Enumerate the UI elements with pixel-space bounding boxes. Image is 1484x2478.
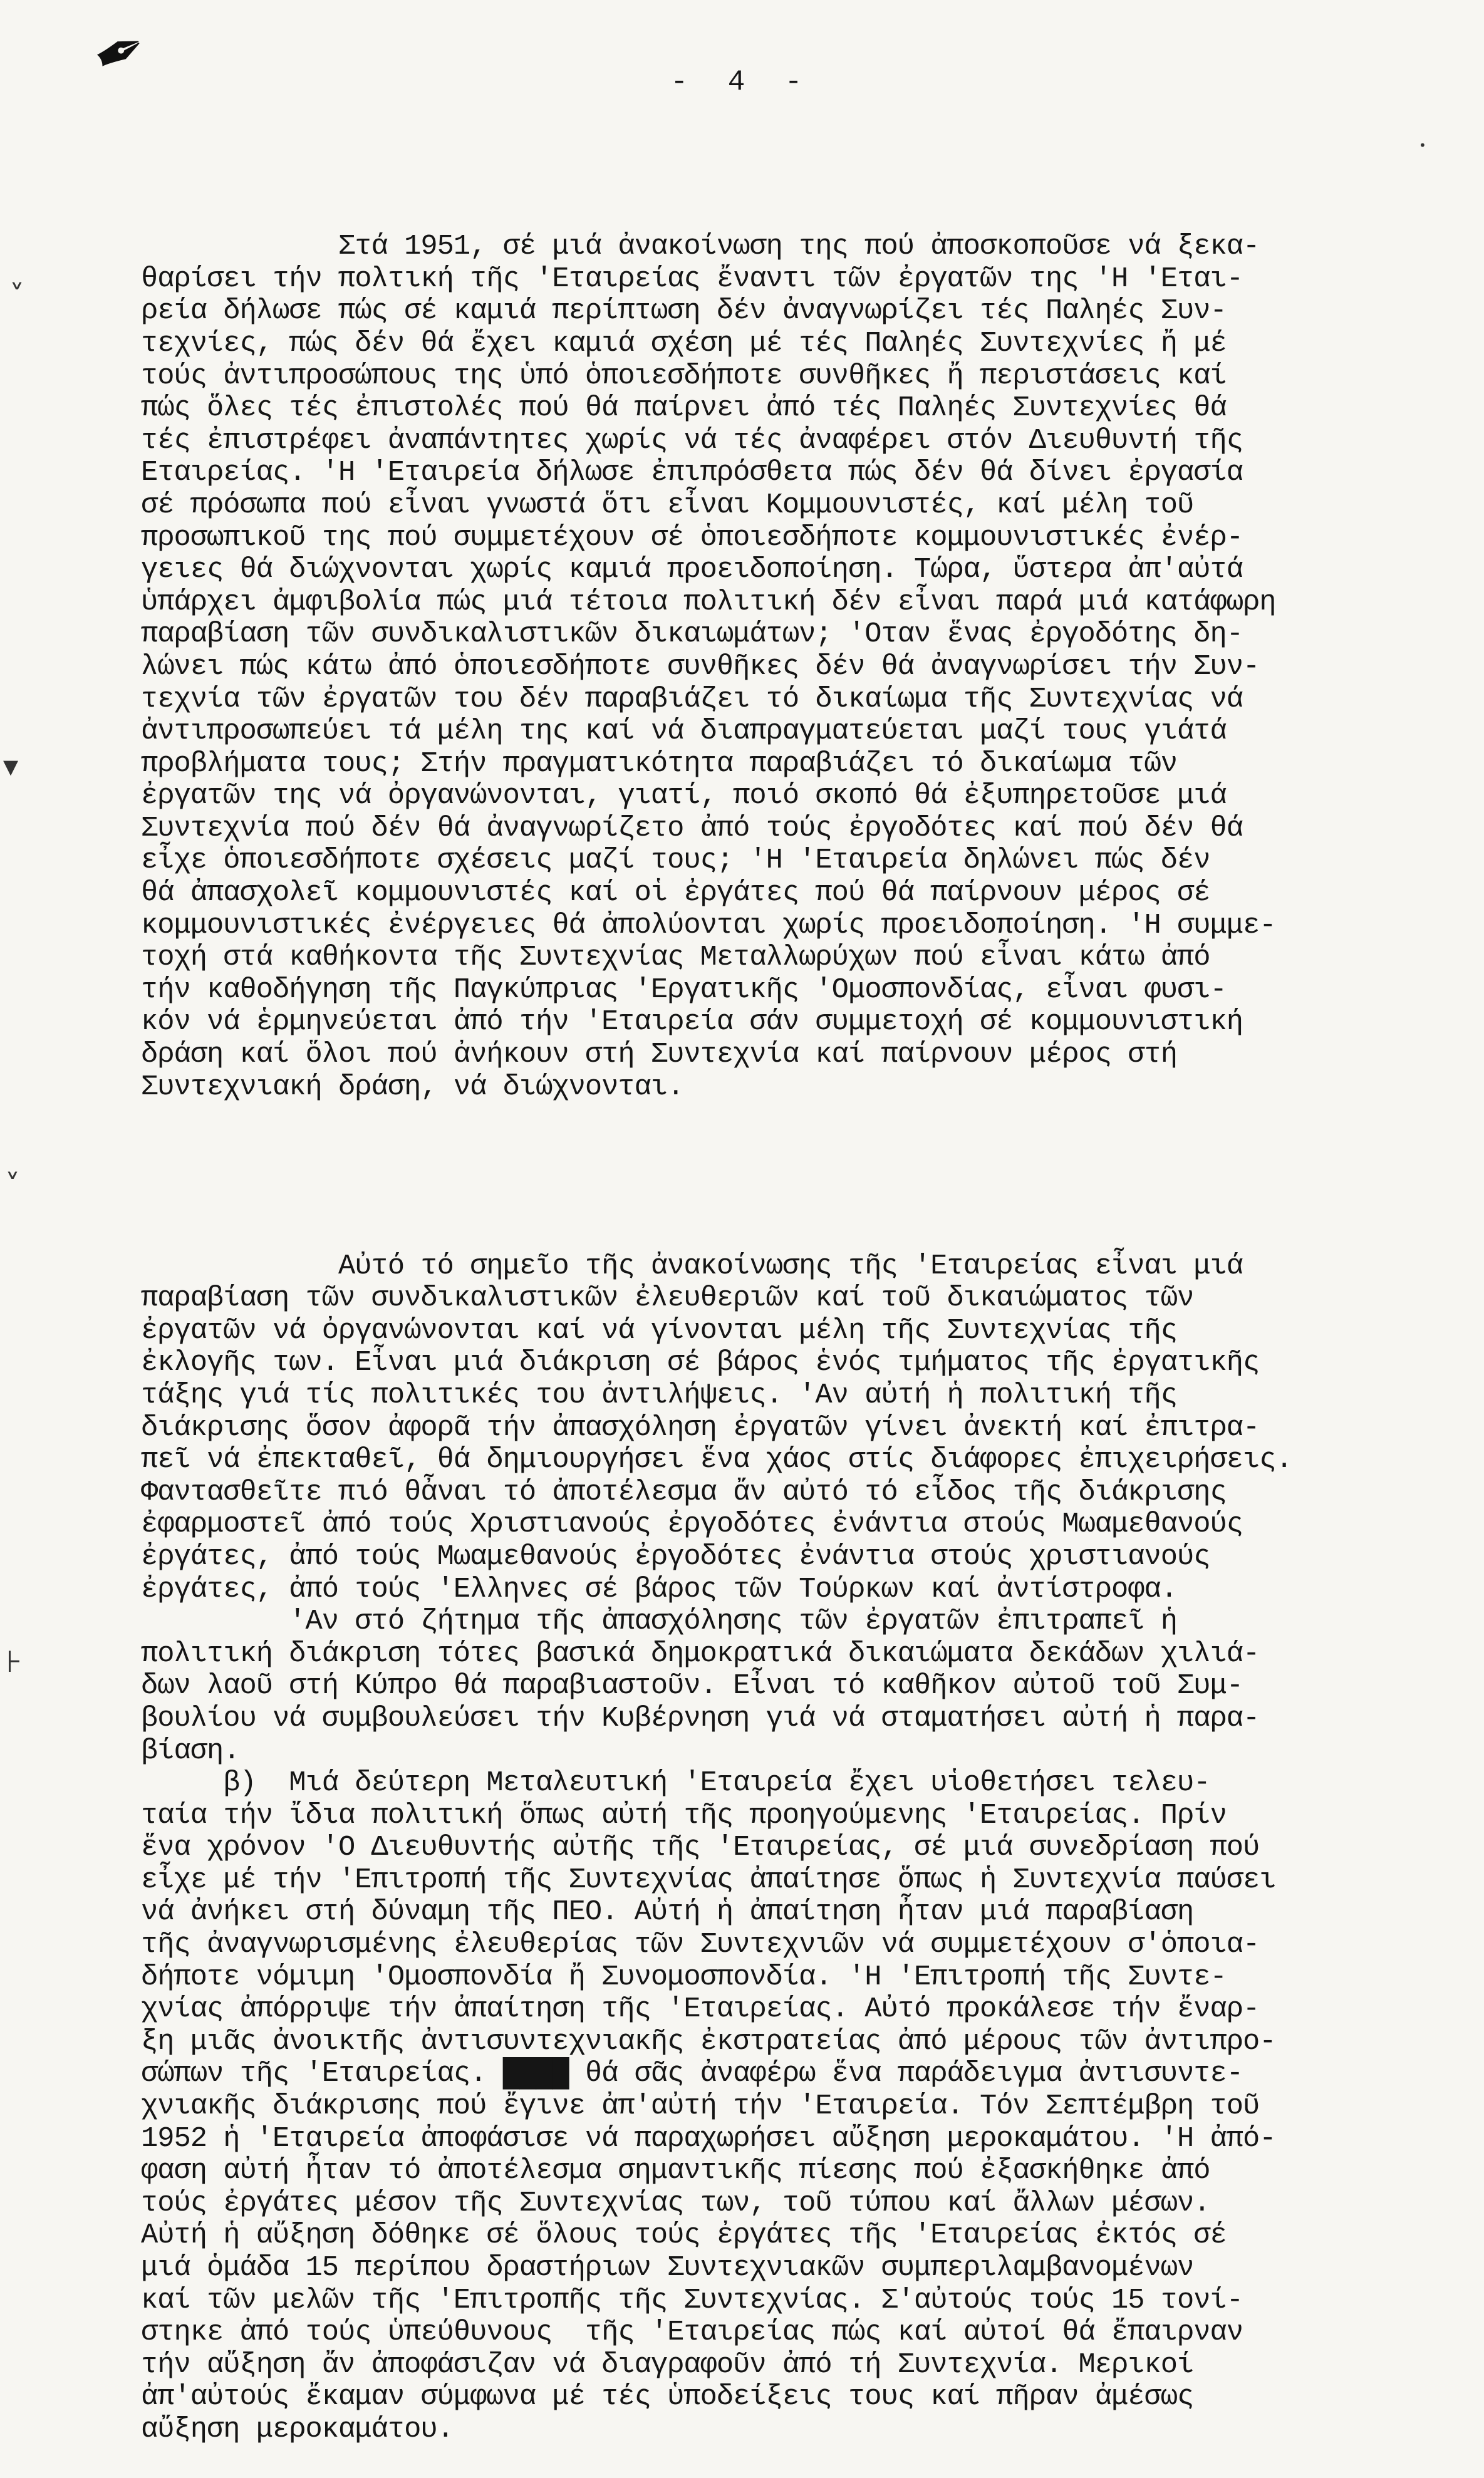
text-line: τῆς ἀναγνωρισμένης ἐλευθερίας τῶν Συντεχνιῶν νά συμμετέχουν σ'ὁποια- <box>141 1928 1260 1961</box>
handwritten-corner-mark: ✒ <box>81 8 160 97</box>
text-line: 'Αν στό ζήτημα τῆς ἀπασχόλησης τῶν ἐργατῶν ἐπιτραπεῖ ἡ <box>141 1605 1178 1638</box>
text-line: πώς ὅλες τές ἐπιστολές πού θά παίρνει ἀπό τές Παληές Συντεχνίες θά <box>141 391 1227 425</box>
text-line: κόν νά ἑρμηνεύεται ἀπό τήν 'Εταιρεία σάν συμμετοχή σέ κομμουνιστική <box>141 1005 1243 1039</box>
paragraph-2 <box>141 1250 1444 2446</box>
text-line: φαση αὐτή ἦταν τό ἀποτέλεσμα σημαντικῆς πίεσης πού ἐξασκήθηκε ἀπό <box>141 2154 1210 2187</box>
text-line: τήν αὔξηση ἄν ἀποφάσιζαν νά διαγραφοῦν ἀπό τή Συντεχνία. Μερικοί <box>141 2348 1194 2381</box>
text-line: δράση καί ὅλοι πού ἀνήκουν στή Συντεχνία καί παίρνουν μέρος στή <box>141 1038 1178 1071</box>
text-line: Αὐτό τό σημεῖο τῆς ἀνακοίνωσης τῆς 'Εταιρείας εἶναι μιά <box>141 1249 1243 1282</box>
text-line: Στά 1951, σέ μιά ἀνακοίνωση της πού ἀποσκοποῦσε νά ξεκα- <box>141 230 1260 263</box>
text-line: ξη μιᾶς ἀνοικτῆς ἀντισυντεχνιακῆς ἐκστρατείας ἀπό μέρους τῶν ἀντιπρο- <box>141 2024 1276 2058</box>
text-line: ταία τήν ἴδια πολιτική ὅπως αὐτή τῆς προηγούμενης 'Εταιρείας. Πρίν <box>141 1798 1227 1832</box>
text-line: σέ πρόσωπα πού εἶναι γνωστά ὅτι εἶναι Κομμουνιστές, καί μέλη τοῦ <box>141 488 1194 521</box>
text-line: ἀντιπροσωπεύει τά μέλη της καί νά διαπραγματεύεται μαζί τους γιάτά <box>141 715 1227 748</box>
text-line: ἐργάτες, ἀπό τούς 'Ελληνες σέ βάρος τῶν Τούρκων καί ἀντίστροφα. <box>141 1572 1178 1605</box>
text-line: παραβίαση τῶν συνδικαλιστικῶν δικαιωμάτων; 'Οταν ἕνας ἐργοδότης δη- <box>141 618 1243 651</box>
text-line: τεχνία τῶν ἐργατῶν του δέν παραβιάζει τό δικαίωμα τῆς Συντεχνίας νά <box>141 682 1243 715</box>
text-line: Φαντασθεῖτε πιό θἆναι τό ἀποτέλεσμα ἄν αὐτό τό εἶδος τῆς διάκρισης <box>141 1475 1227 1508</box>
text-line: Συντεχνιακή δράση, νά διώχνονται. <box>141 1070 684 1103</box>
text-line: β) Μιά δεύτερη Μεταλευτική 'Εταιρεία ἔχει υἱοθετήσει τελευ- <box>141 1766 1210 1800</box>
text-line: διάκρισης ὅσον ἀφορᾶ τήν ἀπασχόληση ἐργατῶν γίνει ἀνεκτή καί ἐπιτρα- <box>141 1411 1260 1444</box>
text-line: εἶχε ὁποιεσδήποτε σχέσεις μαζί τους; 'Η 'Εταιρεία δηλώνει πώς δέν <box>141 844 1210 877</box>
text-line: καί τῶν μελῶν τῆς 'Επιτροπῆς τῆς Συντεχνίας. Σ'αὐτούς τούς 15 τονί- <box>141 2283 1243 2316</box>
text-line: λώνει πώς κάτω ἀπό ὁποιεσδήποτε συνθῆκες δέν θά ἀναγνωρίσει τήν Συν- <box>141 650 1260 683</box>
paragraph-1 <box>141 231 1444 1103</box>
text-line: τούς ἀντιπροσώπους της ὑπό ὁποιεσδήποτε συνθῆκες ἤ περιστάσεις καί <box>141 359 1227 392</box>
text-line: θαρίσει τήν πολτική τῆς 'Εταιρείας ἔναντι τῶν ἐργατῶν της 'Η 'Εται- <box>141 262 1243 295</box>
text-line: ἐργατῶν της νά ὀργανώνονται, γιατί, ποιό σκοπό θά ἐξυπηρετοῦσε μιά <box>141 779 1227 812</box>
text-line: ἕνα χρόνον 'Ο Διευθυντής αὐτῆς τῆς 'Εταιρείας, σέ μιά συνεδρίαση πού <box>141 1831 1260 1864</box>
text-line: Εταιρείας. 'Η 'Εταιρεία δήλωσε ἐπιπρόσθετα πώς δέν θά δίνει ἐργασία <box>141 456 1243 489</box>
text-line: προβλήματα τους; Στήν πραγματικότητα παραβιάζει τό δικαίωμα τῶν <box>141 747 1178 780</box>
text-line: παραβίαση τῶν συνδικαλιστικῶν ἐλευθεριῶν καί τοῦ δικαιώματος τῶν <box>141 1282 1194 1315</box>
text-line: πεῖ νά ἐπεκταθεῖ, θά δημιουργήσει ἕνα χάος στίς διάφορες ἐπιχειρήσεις. <box>141 1443 1292 1476</box>
text-line: κομμουνιστικές ἐνέργειες θά ἀπολύονται χωρίς προειδοποίηση. 'Η συμμε- <box>141 908 1276 941</box>
document-body <box>141 166 1444 2478</box>
text-line: τές ἐπιστρέφει ἀναπάντητες χωρίς νά τές ἀναφέρει στόν Διευθυντή τῆς <box>141 423 1243 457</box>
page-number: - 4 - <box>670 66 814 98</box>
text-line: ἐφαρμοστεῖ ἀπό τούς Χριστιανούς ἐργοδότες ἐνάντια στούς Μωαμεθανούς <box>141 1508 1243 1541</box>
text-line: βουλίου νά συμβουλεύσει τήν Κυβέρνηση γιά νά σταματήσει αὐτή ἡ παρα- <box>141 1701 1260 1734</box>
text-line: σώπων τῆς 'Εταιρείας. ████ θά σᾶς ἀναφέρω ἕνα παράδειγμα ἀντισυντε- <box>141 2057 1243 2090</box>
text-line: ἐργατῶν νά ὀργανώνονται καί νά γίνονται μέλη τῆς Συντεχνίας τῆς <box>141 1314 1178 1347</box>
text-line: θά ἀπασχολεῖ κομμουνιστές καί οἱ ἐργάτες πού θά παίρνουν μέρος σέ <box>141 876 1210 910</box>
text-line: νά ἀνήκει στή δύναμη τῆς ΠΕΟ. Αὐτή ἡ ἀπαίτηση ἦταν μιά παραβίαση <box>141 1895 1194 1929</box>
text-line: τούς ἐργάτες μέσον τῆς Συντεχνίας των, τοῦ τύπου καί ἄλλων μέσων. <box>141 2186 1210 2219</box>
text-line: ὑπάρχει ἀμφιβολία πώς μιά τέτοια πολιτική δέν εἶναι παρά μιά κατάφωρη <box>141 585 1276 618</box>
text-line: τοχή στά καθήκοντα τῆς Συντεχνίας Μεταλλωρύχων πού εἶναι κάτω ἀπό <box>141 941 1210 974</box>
margin-tick-mark: ▾ <box>3 749 19 784</box>
text-line: ρεία δήλωσε πώς σέ καμιά περίπτωση δέν ἀναγνωρίζει τές Παληές Συν- <box>141 294 1227 328</box>
text-line: ἐκλογῆς των. Εἶναι μιά διάκριση σέ βάρος ἑνός τμήματος τῆς ἐργατικῆς <box>141 1346 1260 1379</box>
text-line: τάξης γιά τίς πολιτικές του ἀντιλήψεις. 'Αν αὐτή ἡ πολιτική τῆς <box>141 1378 1178 1411</box>
text-line: τήν καθοδήγηση τῆς Παγκύπριας 'Εργατικῆς 'Ομοσπονδίας, εἶναι φυσι- <box>141 973 1227 1006</box>
text-line: τεχνίες, πώς δέν θά ἔχει καμιά σχέση μέ τές Παληές Συντεχνίες ἤ μέ <box>141 326 1227 360</box>
text-line: χνιακῆς διάκρισης πού ἔγινε ἀπ'αὐτή τήν 'Εταιρεία. Τόν Σεπτέμβρη τοῦ <box>141 2090 1260 2123</box>
text-line: Συντεχνία πού δέν θά ἀναγνωρίζετο ἀπό τούς ἐργοδότες καί πού δέν θά <box>141 811 1243 844</box>
text-line: αὔξηση μεροκαμάτου. <box>141 2412 454 2445</box>
text-line: μιά ὁμάδα 15 περίπου δραστήριων Συντεχνιακῶν συμπεριλαμβανομένων <box>141 2251 1194 2284</box>
text-line: ἐργάτες, ἀπό τούς Μωαμεθανούς ἐργοδότες ἐνάντια στούς χριστιανούς <box>141 1540 1210 1573</box>
margin-tick-mark: ˅ <box>5 1168 20 1203</box>
text-line: εἶχε μέ τήν 'Επιτροπή τῆς Συντεχνίας ἀπαίτησε ὅπως ἡ Συντεχνία παύσει <box>141 1863 1276 1896</box>
margin-dot: • <box>1419 138 1426 153</box>
margin-tick-mark: ˅ <box>9 279 24 314</box>
text-line: δήποτε νόμιμη 'Ομοσπονδία ἤ Συνομοσπονδία. 'Η 'Επιτροπή τῆς Συντε- <box>141 1960 1227 1993</box>
text-line: 1952 ἡ 'Εταιρεία ἀποφάσισε νά παραχωρήσει αὔξηση μεροκαμάτου. 'Η ἀπό- <box>141 2122 1276 2155</box>
margin-tick-mark: ⊦ <box>6 1644 22 1679</box>
text-line: δων λαοῦ στή Κύπρο θά παραβιαστοῦν. Εἶναι τό καθῆκον αὐτοῦ τοῦ Συμ- <box>141 1669 1243 1703</box>
text-line: γειες θά διώχνονται χωρίς καμιά προειδοποίηση. Τώρα, ὕστερα ἀπ'αὐτά <box>141 553 1243 586</box>
text-line: βίαση. <box>141 1734 240 1767</box>
text-line: ἀπ'αὐτούς ἔκαμαν σύμφωνα μέ τές ὑποδείξεις τους καί πῆραν ἀμέσως <box>141 2380 1194 2413</box>
text-line: στηκε ἀπό τούς ὑπεύθυνους τῆς 'Εταιρείας πώς καί αὐτοί θά ἔπαιρναν <box>141 2316 1243 2349</box>
text-line: πολιτική διάκριση τότες βασικά δημοκρατικά δικαιώματα δεκάδων χιλιά- <box>141 1637 1260 1670</box>
text-line: προσωπικοῦ της πού συμμετέχουν σέ ὁποιεσδήποτε κομμουνιστικές ἐνέρ- <box>141 521 1243 554</box>
text-line: Αὐτή ἡ αὔξηση δόθηκε σέ ὅλους τούς ἐργάτες τῆς 'Εταιρείας ἐκτός σέ <box>141 2219 1227 2252</box>
text-line: χνίας ἀπόρριψε τήν ἀπαίτηση τῆς 'Εταιρείας. Αὐτό προκάλεσε τήν ἔναρ- <box>141 1993 1260 2026</box>
